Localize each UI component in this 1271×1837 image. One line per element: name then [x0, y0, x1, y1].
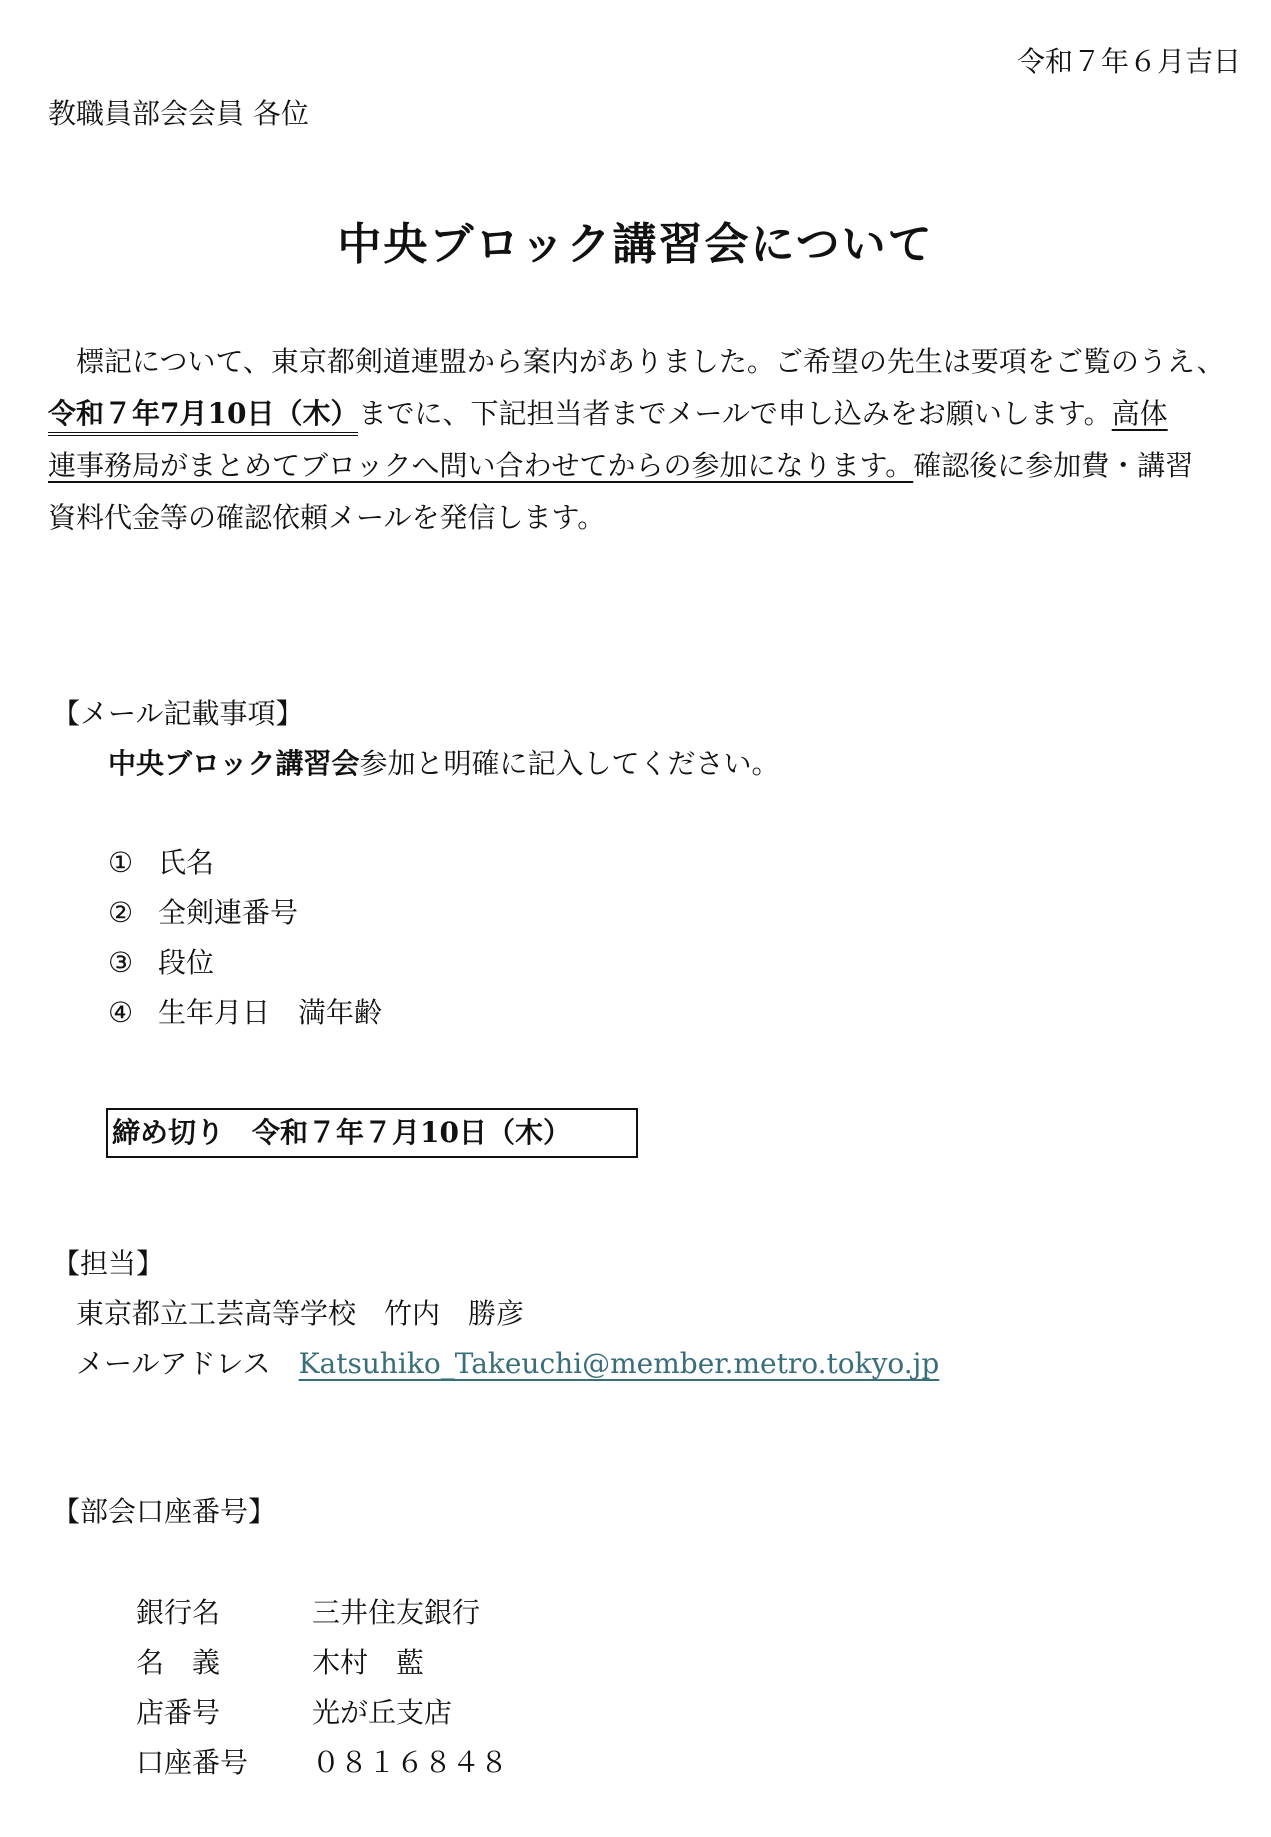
body-line-2-text: までに、下記担当者までメールで申し込みをお願いします。	[358, 397, 1112, 430]
body-line-1	[48, 336, 1238, 388]
contact-person: 東京都立工芸高等学校 竹内 勝彦	[76, 1297, 525, 1330]
list-item	[108, 888, 382, 938]
account-value: 三井住友銀行	[312, 1596, 481, 1629]
contact-heading: 【担当】	[52, 1247, 165, 1280]
body-line-3-text: 確認後に参加費・講習	[913, 449, 1194, 482]
list-item-text: 段位	[158, 946, 215, 979]
mail-section-heading: 【メール記載事項】	[52, 697, 304, 730]
body-line-1-text: 標記について、東京都剣道連盟から案内がありました。ご希望の先生は要項をご覧のうえ、	[76, 345, 1225, 378]
list-item-text: 氏名	[158, 846, 215, 879]
account-row-number	[136, 1738, 508, 1788]
mail-instruction-bold: 中央ブロック講習会	[108, 747, 360, 780]
list-item	[108, 838, 382, 888]
account-label: 口座番号	[136, 1746, 249, 1779]
list-item-number: ④	[108, 996, 134, 1029]
document-date: 令和７年６月吉日	[1016, 45, 1241, 78]
account-row-holder	[136, 1638, 508, 1688]
list-item-number: ③	[108, 946, 134, 979]
account-label: 名 義	[136, 1646, 221, 1679]
mail-instruction-rest: 参加と明確に記入してください。	[359, 747, 780, 780]
account-row-branch	[136, 1688, 508, 1738]
account-table	[136, 1588, 508, 1788]
account-value: ０８１６８４８	[312, 1746, 509, 1779]
document-title: 中央ブロック講習会について	[337, 219, 934, 270]
account-heading: 【部会口座番号】	[52, 1495, 277, 1528]
deadline-highlight: 令和７年7月10日（木）	[48, 397, 358, 436]
list-item-text: 生年月日 満年齢	[158, 996, 383, 1029]
addressee: 教職員部会会員 各位	[48, 97, 309, 130]
list-item-number: ①	[108, 846, 134, 879]
account-row-bank	[136, 1588, 508, 1638]
mail-items-list	[108, 838, 382, 1038]
body-line-2	[48, 388, 1238, 440]
body-line-3-underlined: 連事務局がまとめてブロックへ問い合わせてからの参加になります。	[48, 449, 914, 482]
body-line-3	[48, 440, 1238, 492]
account-value: 光が丘支店	[312, 1696, 453, 1729]
list-item	[108, 938, 382, 988]
account-label: 店番号	[136, 1696, 221, 1729]
deadline-box: 締め切り 令和７年７月10日（木）	[106, 1108, 638, 1158]
list-item	[108, 988, 382, 1038]
contact-email-row	[76, 1342, 939, 1382]
body-line-2-underlined: 高体	[1111, 397, 1168, 430]
email-link[interactable]: Katsuhiko_Takeuchi@member.metro.tokyo.jp	[298, 1347, 940, 1380]
body-line-4: 資料代金等の確認依頼メールを発信します。	[48, 501, 606, 534]
mail-instruction	[108, 742, 779, 782]
body-paragraph	[48, 336, 1238, 544]
account-label: 銀行名	[136, 1596, 221, 1629]
list-item-text: 全剣連番号	[158, 896, 299, 929]
email-label: メールアドレス	[76, 1347, 271, 1380]
list-item-number: ②	[108, 896, 134, 929]
account-value: 木村 藍	[312, 1646, 425, 1679]
